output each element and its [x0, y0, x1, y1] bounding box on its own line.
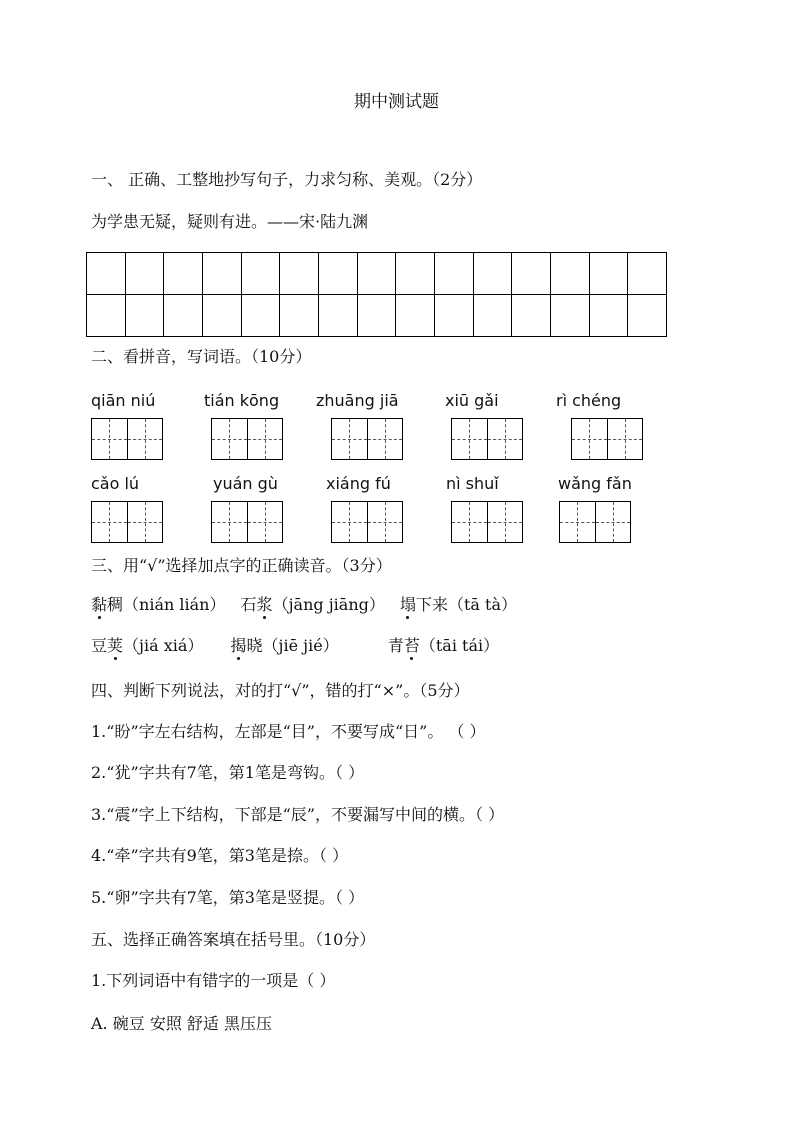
answer-box-6[interactable] [91, 501, 163, 543]
judge-item-4[interactable]: 4.“牵”字共有9笔，第3笔是捺。（ ） [91, 846, 349, 865]
judge-item-5[interactable]: 5.“卵”字共有7笔，第3笔是竖提。（ ） [91, 888, 365, 907]
answer-box-5[interactable] [571, 418, 643, 460]
reading-item-3: 塌下来（tā tà） [399, 595, 518, 614]
pinyin-cao-lu: cǎo lú [91, 474, 140, 493]
reading-item-4: 豆荚（jiá xiá） [91, 636, 204, 655]
reading-item-1: 黏稠（nián lián） [91, 595, 226, 614]
copy-sentence: 为学患无疑，疑则有进。——宋·陆九渊 [91, 212, 369, 231]
answer-box-4[interactable] [451, 418, 523, 460]
judge-item-2[interactable]: 2.“犹”字共有7笔，第1笔是弯钩。（ ） [91, 763, 365, 782]
answer-box-7[interactable] [211, 501, 283, 543]
writing-grid[interactable] [86, 252, 667, 337]
reading-item-6: 青苔（tāi tái） [387, 636, 500, 655]
section-4-heading: 四、判断下列说法，对的打“√”，错的打“×”。（5分） [91, 681, 470, 700]
answer-box-2[interactable] [211, 418, 283, 460]
dotted-char-6: 苔 [403, 636, 420, 655]
pinyin-wang-fan: wǎng fǎn [558, 474, 632, 493]
answer-box-8[interactable] [331, 501, 403, 543]
reading-item-5: 揭晓（jiē jié） [230, 636, 339, 655]
pinyin-ri-cheng: rì chéng [556, 391, 622, 410]
dotted-char-4: 荚 [107, 636, 124, 655]
pinyin-xiu-gai: xiū gǎi [445, 391, 499, 410]
reading-row-2 [91, 636, 499, 656]
section-3-heading: 三、用“√”选择加点字的正确读音。（3分） [91, 556, 392, 575]
judge-item-3[interactable]: 3.“震”字上下结构，下部是“辰”，不要漏写中间的横。（ ） [91, 805, 505, 824]
answer-box-10[interactable] [559, 501, 631, 543]
pinyin-qian-niu: qiān niú [91, 391, 156, 410]
dotted-char-5: 揭 [230, 636, 247, 655]
page-title: 期中测试题 [354, 92, 439, 112]
judge-item-1[interactable]: 1.“盼”字左右结构，左部是“目”，不要写成“日”。 （ ） [91, 722, 486, 741]
answer-box-9[interactable] [451, 501, 523, 543]
answer-box-3[interactable] [331, 418, 403, 460]
pinyin-xiang-fu: xiáng fú [326, 474, 391, 493]
pinyin-tian-kong: tián kōng [204, 391, 280, 410]
option-a[interactable]: A. 碗豆 安照 舒适 黑压压 [91, 1014, 272, 1033]
pinyin-ni-shui: nì shuǐ [446, 474, 499, 493]
answer-box-1[interactable] [91, 418, 163, 460]
section-2-heading: 二、看拼音，写词语。（10分） [91, 347, 312, 366]
section-1-heading: 一、 正确、工整地抄写句子，力求匀称、美观。（2分） [91, 170, 483, 189]
reading-item-2: 石浆（jāng jiāng） [240, 595, 385, 614]
dotted-char-2: 浆 [256, 595, 273, 614]
reading-row-1 [91, 595, 517, 615]
section-5-heading: 五、选择正确答案填在括号里。（10分） [91, 930, 376, 949]
dotted-char-1: 黏 [91, 595, 108, 614]
question-1[interactable]: 1.下列词语中有错字的一项是（ ） [91, 971, 336, 990]
pinyin-zhuang-jia: zhuāng jiā [316, 391, 399, 410]
dotted-char-3: 塌 [399, 595, 416, 614]
pinyin-yuan-gu: yuán gù [213, 474, 278, 493]
